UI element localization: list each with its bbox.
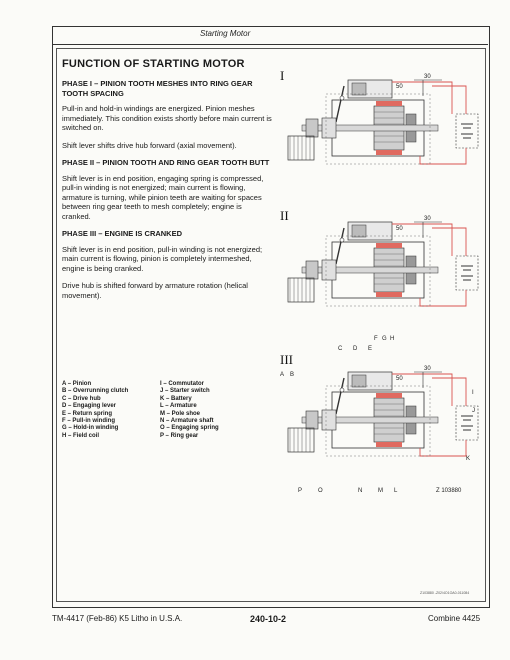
motor-phase-3	[288, 372, 478, 456]
part-letter: C	[338, 346, 343, 352]
phase-paragraph: Pull-in and hold-in windings are energized. Pinion meshes immediately. This condition exists shortly before main current is switched on.	[62, 104, 272, 132]
legend-item: P – Ring gear	[160, 432, 199, 439]
part-letter: J	[472, 408, 475, 414]
part-letter: G	[382, 336, 387, 342]
legend-item: A – Pinion	[62, 381, 92, 387]
phase-2	[62, 158, 272, 221]
starter-motor-diagram	[276, 58, 481, 498]
part-letter: B	[290, 372, 295, 378]
page-number: 240-10-2	[250, 614, 287, 624]
legend-item: J – Starter switch	[160, 388, 210, 395]
part-letter: P	[298, 488, 303, 494]
phase-paragraph: Shift lever is in end position, pull-in winding is not energized; main current is flowing, pinion is completely intermeshed, engine is being cranked.	[62, 244, 263, 273]
phase-paragraph: Shift lever is in end position, engaging spring is compressed, pull-in winding is not energized; main current is flowing, armature is turning, while pinion teeth are waiting for spaces between ring gear teeth to mesh completely; engine is cranked.	[62, 173, 264, 221]
phase-heading: PHASE I – PINION TOOTH MESHES INTO RING GEAR TOOTH SPACING	[62, 79, 253, 98]
phase-numeral: I	[280, 68, 285, 83]
terminal-sub-label: 50	[396, 226, 403, 232]
phase-heading: PHASE III – ENGINE IS CRANKED	[62, 229, 183, 238]
motor-phase-1	[288, 80, 478, 164]
part-letter: H	[390, 336, 395, 342]
terminal-label: 30	[424, 216, 431, 222]
legend-item: N – Armature shaft	[160, 418, 214, 425]
legend-item: F – Pull-in winding	[62, 418, 115, 425]
part-letter: M	[378, 488, 383, 494]
part-letter: L	[394, 488, 398, 494]
legend-item: B – Overrunning clutch	[62, 388, 129, 395]
legend-item: O – Engaging spring	[160, 425, 219, 432]
phase-numeral: II	[280, 208, 289, 223]
phase-heading: PHASE II – PINION TOOTH AND RING GEAR TOOTH BUTT	[62, 158, 270, 167]
part-letter: N	[358, 488, 363, 494]
legend-item: H – Field coil	[62, 432, 100, 439]
motor-phase-2	[288, 222, 478, 306]
part-letter: O	[318, 488, 323, 494]
phase-paragraph: Drive hub is shifted forward by armature rotation (helical movement).	[62, 281, 248, 300]
legend-item: C – Drive hub	[62, 395, 101, 402]
legend-item: G – Hold-in winding	[62, 425, 119, 432]
phase-3	[62, 229, 272, 300]
phase-1	[62, 79, 272, 150]
part-letter: I	[472, 390, 474, 396]
part-letter: D	[353, 346, 358, 352]
figure-caption: Z103880 -Z02/4O1OA0-011084	[420, 591, 470, 595]
running-head: Starting Motor	[200, 29, 251, 38]
part-letter: A	[280, 372, 285, 378]
section-title: FUNCTION OF STARTING MOTOR	[62, 58, 245, 70]
terminal-sub-label: 50	[396, 84, 403, 90]
terminal-label: 30	[424, 74, 431, 80]
footer-right: Combine 4425	[428, 614, 481, 623]
legend-item: E – Return spring	[62, 410, 113, 417]
part-letter: K	[466, 456, 471, 462]
legend-item: D – Engaging lever	[62, 403, 117, 410]
terminal-sub-label: 50	[396, 376, 403, 382]
terminal-label: 30	[424, 366, 431, 372]
legend-left	[62, 381, 128, 440]
header-rule	[52, 26, 488, 45]
legend-item: M – Pole shoe	[160, 410, 201, 417]
legend-item: K – Battery	[160, 395, 192, 402]
legend-item: I – Commutator	[160, 381, 205, 387]
legend-item: L – Armature	[160, 403, 197, 410]
part-letter: E	[368, 346, 373, 352]
phase-paragraph: Shift lever shifts drive hub forward (axial movement).	[62, 140, 237, 150]
footer-left: TM-4417 (Feb-86) K5 Litho in U.S.A.	[52, 614, 183, 623]
figure-number: Z 103880	[436, 488, 462, 494]
text-column	[62, 58, 272, 308]
phase-numeral: III	[280, 352, 293, 367]
part-letter: F	[374, 336, 378, 342]
legend-right	[160, 381, 219, 440]
